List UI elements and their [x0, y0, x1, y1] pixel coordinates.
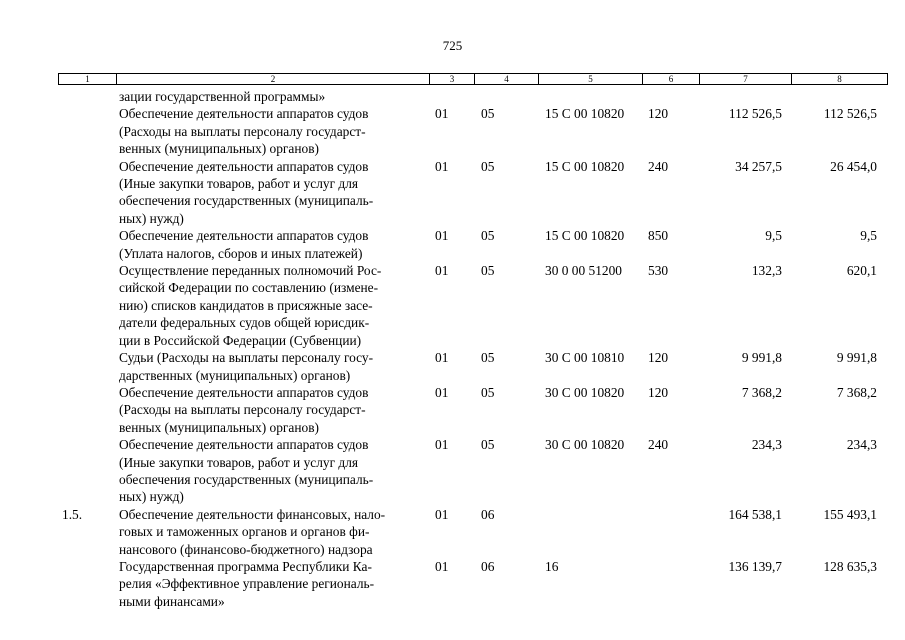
- description-line: обеспечения государственных (муниципаль-: [119, 471, 374, 487]
- expense-type-code: 120: [648, 384, 669, 400]
- subsection-code: 05: [481, 228, 495, 244]
- description-line: ции в Российской Федерации (Субвенции): [119, 332, 362, 348]
- column-number-header: [58, 73, 888, 85]
- row-description: [119, 558, 419, 610]
- subsection-code: 05: [481, 106, 495, 122]
- subsection-code: 05: [481, 263, 495, 279]
- target-article-code: 30 С 00 10820: [545, 384, 625, 400]
- expense-type-code: 240: [648, 437, 669, 453]
- header-col-5: 5: [539, 74, 643, 85]
- description-line: Обеспечение деятельности аппаратов судов: [119, 437, 369, 453]
- section-code: 01: [435, 228, 449, 244]
- amount-col-8: 234,3: [846, 437, 877, 453]
- description-line: зации государственной программы»: [119, 89, 326, 104]
- amount-col-7: 112 526,5: [728, 106, 782, 122]
- table-row: [58, 558, 888, 610]
- table-row: [58, 262, 888, 349]
- amount-col-7: 234,3: [751, 437, 782, 453]
- table-row: [58, 88, 888, 105]
- table-row: [58, 349, 888, 384]
- header-col-1: 1: [59, 74, 117, 85]
- header-col-3: 3: [430, 74, 475, 85]
- row-description: [119, 349, 419, 384]
- header-col-6: 6: [643, 74, 700, 85]
- expense-type-code: 240: [648, 158, 669, 174]
- description-line: обеспечения государственных (муниципаль-: [119, 193, 374, 209]
- row-number: 1.5.: [62, 506, 83, 522]
- description-line: Обеспечение деятельности аппаратов судов: [119, 384, 369, 400]
- description-line: Обеспечение деятельности аппаратов судов: [119, 228, 369, 244]
- section-code: 01: [435, 106, 449, 122]
- description-line: датели федеральных судов общей юрисдик-: [119, 315, 370, 331]
- description-line: Обеспечение деятельности аппаратов судов: [119, 158, 369, 174]
- expense-type-code: 850: [648, 228, 669, 244]
- amount-col-8: 7 368,2: [836, 384, 877, 400]
- header-col-2: 2: [117, 74, 430, 85]
- target-article-code: 15 С 00 10820: [545, 228, 625, 244]
- description-line: (Расходы на выплаты персоналу государст-: [119, 402, 366, 418]
- description-line: нию) списков кандидатов в присяжные засе-: [119, 297, 373, 313]
- table-row: [58, 227, 888, 262]
- subsection-code: 05: [481, 384, 495, 400]
- description-line: релия «Эффективное управление региональ-: [119, 576, 375, 592]
- description-line: говых и таможенных органов и органов фи-: [119, 524, 370, 540]
- amount-col-8: 112 526,5: [823, 106, 877, 122]
- description-line: (Уплата налогов, сборов и иных платежей): [119, 245, 363, 261]
- description-line: Государственная программа Республики Ка-: [119, 558, 372, 574]
- header-col-4: 4: [475, 74, 539, 85]
- target-article-code: 15 С 00 10820: [545, 158, 625, 174]
- description-line: Обеспечение деятельности аппаратов судов: [119, 106, 369, 122]
- row-description: [119, 384, 419, 436]
- row-description: [119, 158, 419, 228]
- amount-col-7: 136 139,7: [728, 558, 782, 574]
- target-article-code: 30 С 00 10820: [545, 437, 625, 453]
- amount-col-8: 155 493,1: [823, 506, 877, 522]
- table-row: [58, 105, 888, 157]
- amount-col-7: 132,3: [751, 263, 782, 279]
- target-article-code: 30 С 00 10810: [545, 350, 625, 366]
- description-line: (Иные закупки товаров, работ и услуг для: [119, 176, 359, 192]
- section-code: 01: [435, 437, 449, 453]
- expense-type-code: 530: [648, 263, 669, 279]
- amount-col-8: 128 635,3: [823, 558, 877, 574]
- description-line: Осуществление переданных полномочий Рос-: [119, 263, 382, 279]
- amount-col-8: 26 454,0: [830, 158, 877, 174]
- description-line: Судьи (Расходы на выплаты персоналу госу-: [119, 350, 374, 366]
- row-description: [119, 227, 419, 262]
- table-row: [58, 436, 888, 506]
- description-line: ных) нужд): [119, 489, 184, 505]
- section-code: 01: [435, 350, 449, 366]
- row-description: [119, 262, 419, 349]
- page-number: 725: [442, 38, 463, 53]
- amount-col-7: 34 257,5: [735, 158, 782, 174]
- budget-table-body: [58, 88, 888, 610]
- section-code: 01: [435, 263, 449, 279]
- row-description: [119, 506, 419, 558]
- amount-col-8: 620,1: [846, 263, 877, 279]
- description-line: ных) нужд): [119, 210, 184, 226]
- table-row: [58, 506, 888, 558]
- subsection-code: 06: [481, 506, 495, 522]
- description-line: ными финансами»: [119, 593, 225, 609]
- table-row: [58, 158, 888, 228]
- header-col-8: 8: [792, 74, 888, 85]
- expense-type-code: 120: [648, 350, 669, 366]
- subsection-code: 05: [481, 437, 495, 453]
- target-article-code: 16: [545, 558, 559, 574]
- description-line: Обеспечение деятельности финансовых, нало-: [119, 506, 386, 522]
- section-code: 01: [435, 506, 449, 522]
- row-description: [119, 436, 419, 506]
- amount-col-8: 9,5: [860, 228, 877, 244]
- description-line: (Расходы на выплаты персоналу государст-: [119, 123, 366, 139]
- description-line: дарственных (муниципальных) органов): [119, 367, 351, 383]
- description-line: сийской Федерации по составлению (измене-: [119, 280, 379, 296]
- description-line: (Иные закупки товаров, работ и услуг для: [119, 454, 359, 470]
- target-article-code: 15 С 00 10820: [545, 106, 625, 122]
- target-article-code: 30 0 00 51200: [545, 263, 622, 279]
- subsection-code: 05: [481, 158, 495, 174]
- subsection-code: 06: [481, 558, 495, 574]
- section-code: 01: [435, 384, 449, 400]
- amount-col-7: 9,5: [765, 228, 782, 244]
- table-row: [58, 384, 888, 436]
- amount-col-7: 7 368,2: [741, 384, 782, 400]
- section-code: 01: [435, 158, 449, 174]
- amount-col-8: 9 991,8: [836, 350, 877, 366]
- row-description: [119, 88, 419, 105]
- section-code: 01: [435, 558, 449, 574]
- expense-type-code: 120: [648, 106, 669, 122]
- description-line: нансового (финансово-бюджетного) надзора: [119, 541, 373, 557]
- header-col-7: 7: [700, 74, 792, 85]
- row-description: [119, 105, 419, 157]
- description-line: венных (муниципальных) органов): [119, 419, 320, 435]
- amount-col-7: 9 991,8: [741, 350, 782, 366]
- subsection-code: 05: [481, 350, 495, 366]
- amount-col-7: 164 538,1: [728, 506, 782, 522]
- description-line: венных (муниципальных) органов): [119, 141, 320, 157]
